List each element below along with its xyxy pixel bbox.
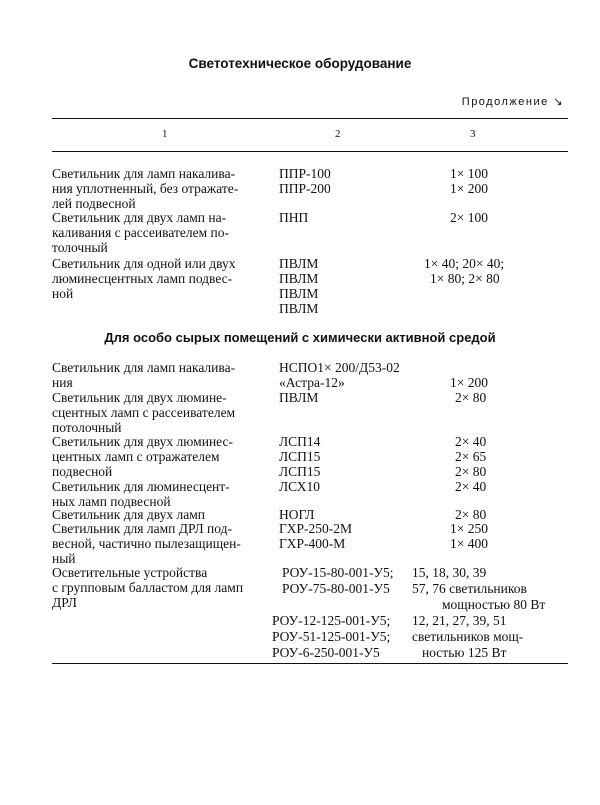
table-row-types <box>279 479 320 494</box>
lamp-line: 1× 400 <box>450 536 488 551</box>
lamp-line: 2× 40 <box>455 434 487 449</box>
table-row-lamps <box>450 166 488 196</box>
table-row-name <box>52 565 274 610</box>
name-line: ния <box>52 375 73 390</box>
name-line: ной <box>52 286 74 301</box>
name-line: с групповым балластом для ламп <box>52 580 244 595</box>
arrow-mark-icon: ↘ <box>553 96 564 108</box>
table-row-name <box>52 479 274 509</box>
type-line: РОУ-75-80-001-У5 <box>282 581 390 596</box>
lamp-line: 1× 250 <box>450 521 488 536</box>
table-row-types <box>279 521 352 551</box>
name-line: ных ламп подвесной <box>52 494 171 509</box>
lamp-line: 1× 200 <box>450 375 488 390</box>
lamp-line: 2× 80 <box>455 507 487 522</box>
name-line: Светильник для двух люмине- <box>52 390 227 405</box>
lamp-line: 2× 40 <box>455 479 487 494</box>
table-row-types <box>279 166 331 196</box>
type-line: ППР-200 <box>279 181 331 196</box>
type-line: ПНП <box>279 210 309 225</box>
type-line <box>272 597 394 613</box>
continuation-label: Продолжение ↘ <box>461 96 564 108</box>
column-header-1: 1 <box>162 128 168 140</box>
header-rule <box>52 151 568 152</box>
name-line: центных ламп с отражателем <box>52 449 220 464</box>
lamp-line: 12, 21, 27, 39, 51 <box>412 613 507 628</box>
table-row-lamps <box>424 256 504 286</box>
table-row-lamps <box>455 390 486 405</box>
lamp-line: 1× 100 <box>450 166 488 181</box>
table-row-name <box>52 360 274 390</box>
name-line: Светильник для ламп ДРЛ под- <box>52 521 232 536</box>
type-line: «Астра-12» <box>279 375 345 390</box>
table-row-lamps <box>412 565 545 661</box>
table-row-types <box>279 256 318 316</box>
type-line: ПВЛМ <box>279 301 319 316</box>
table-row-name <box>52 434 274 479</box>
lamp-line <box>450 360 488 375</box>
type-line: ПВЛМ <box>279 271 319 286</box>
top-rule <box>52 118 568 119</box>
lamp-line: светильников мощ- <box>412 629 524 644</box>
name-line: потолочный <box>52 420 122 435</box>
table-row-types <box>279 507 314 522</box>
table-row-types <box>279 434 320 479</box>
name-line: Светильник для одной или двух <box>52 256 236 271</box>
name-line: ДРЛ <box>52 595 77 610</box>
table-row-name <box>52 210 274 255</box>
type-line: РОУ-15-80-001-У5; <box>282 565 394 580</box>
table-row-lamps <box>450 360 488 390</box>
name-line: Светильник для двух ламп на- <box>52 210 227 225</box>
column-header-3: 3 <box>470 128 476 140</box>
name-line: весной, частично пылезащищен- <box>52 536 241 551</box>
column-header-2: 2 <box>335 128 341 140</box>
table-row-lamps <box>455 434 486 479</box>
table-row-name <box>52 390 274 435</box>
name-line: сцентных ламп с рассеивателем <box>52 405 236 420</box>
table-row-name <box>52 166 274 211</box>
lamp-line: 15, 18, 30, 39 <box>412 565 487 580</box>
type-line: ЛСП15 <box>279 464 321 479</box>
name-line: Светильник для ламп накалива- <box>52 166 236 181</box>
name-line: Осветительные устройства <box>52 565 208 580</box>
name-line: каливания с рассеивателем по- <box>52 225 229 240</box>
type-line: РОУ-12-125-001-У5; <box>272 613 391 628</box>
table-row-types <box>279 210 308 225</box>
name-line: ный <box>52 551 76 566</box>
lamp-line: 1× 40; 20× 40; <box>424 256 505 271</box>
name-line: Светильник для двух ламп <box>52 507 206 522</box>
type-line: РОУ-51-125-001-У5; <box>272 629 391 644</box>
table-row-lamps <box>450 210 488 225</box>
type-line: ПВЛМ <box>279 390 319 405</box>
type-line: ЛСХ10 <box>279 479 321 494</box>
lamp-line: 1× 80; 2× 80 <box>430 271 500 286</box>
type-line: ЛСП14 <box>279 434 321 449</box>
lamp-line: 1× 200 <box>450 181 488 196</box>
type-line: НОГЛ <box>279 507 315 522</box>
bottom-rule <box>52 663 568 664</box>
table-row-lamps <box>455 479 486 494</box>
name-line: Светильник для двух люминес- <box>52 434 233 449</box>
name-line: подвесной <box>52 464 113 479</box>
type-line: ГХР-250-2М <box>279 521 353 536</box>
type-line: ГХР-400-М <box>279 536 346 551</box>
type-line: НСПО1× 200/Д53-02 <box>279 360 400 375</box>
name-line: люминесцентных ламп подвес- <box>52 271 233 286</box>
name-line: толочный <box>52 240 108 255</box>
lamp-line: 2× 100 <box>450 210 488 225</box>
type-line: РОУ-6-250-001-У5 <box>272 645 380 660</box>
type-line: ЛСП15 <box>279 449 321 464</box>
page-title: Светотехническое оборудование <box>188 56 412 71</box>
section-header: Для особо сырых помещений с химически активной средой <box>104 330 496 345</box>
lamp-line: 2× 80 <box>455 390 487 405</box>
table-row-types <box>279 390 318 405</box>
type-line: ПВЛМ <box>279 256 319 271</box>
type-line: ПВЛМ <box>279 286 319 301</box>
table-row-name <box>52 256 274 301</box>
table-row-types <box>272 565 394 661</box>
name-line: Светильник для ламп накалива- <box>52 360 236 375</box>
table-row-lamps <box>450 521 488 551</box>
lamp-line: 2× 65 <box>455 449 487 464</box>
lamp-line: 57, 76 светильников <box>412 581 527 596</box>
table-row-name <box>52 521 274 566</box>
name-line: ния уплотненный, без отражате- <box>52 181 239 196</box>
name-line: Светильник для люминесцент- <box>52 479 230 494</box>
table-row-name <box>52 507 274 522</box>
table-row-types <box>279 360 400 390</box>
type-line: ППР-100 <box>279 166 331 181</box>
table-row-lamps <box>455 507 486 522</box>
lamp-line: мощностью 80 Вт <box>442 597 546 612</box>
name-line: лей подвесной <box>52 196 136 211</box>
lamp-line: ностью 125 Вт <box>422 645 507 660</box>
lamp-line: 2× 80 <box>455 464 487 479</box>
